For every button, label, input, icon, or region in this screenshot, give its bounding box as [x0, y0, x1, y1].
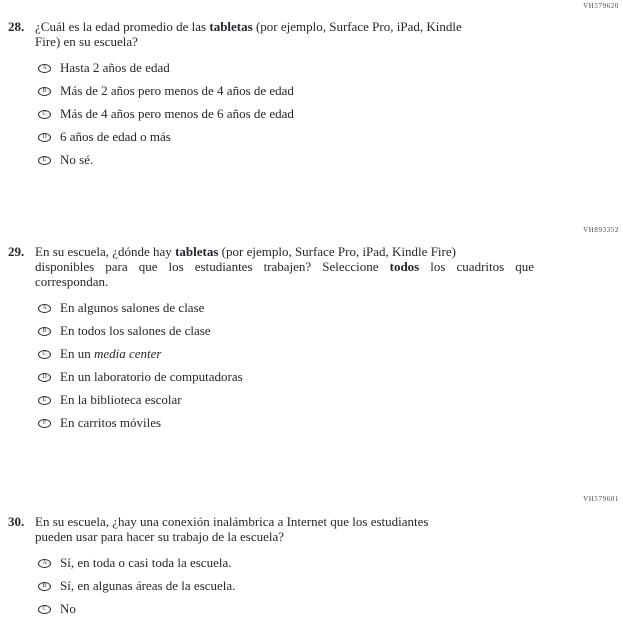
question-number: 29. — [8, 244, 25, 259]
text-segment: Sí, en toda o casi toda la escuela. — [60, 555, 232, 570]
answer-bubble-a[interactable]: A — [38, 304, 51, 313]
answer-option-label — [60, 60, 170, 76]
text-segment: Fire) en su escuela? — [35, 34, 138, 49]
text-segment: En su escuela, ¿hay una conexión inalámbrica a Internet que los estudiantes — [35, 514, 429, 529]
answer-option-a[interactable] — [38, 555, 235, 578]
text-segment: Más de 4 años pero menos de 6 años de edad — [60, 106, 294, 121]
answer-bubble-b[interactable]: B — [38, 582, 51, 591]
question-text-line — [35, 259, 534, 274]
answer-option-label — [60, 415, 161, 431]
question-text-line — [35, 274, 534, 289]
text-segment: todos — [389, 259, 420, 274]
answer-option-label — [60, 369, 243, 385]
question-29 — [8, 244, 534, 289]
answer-option-b[interactable] — [38, 578, 235, 601]
answer-option-e[interactable] — [38, 152, 294, 175]
answer-option-label — [60, 106, 294, 122]
question-text-line — [35, 529, 428, 544]
answer-bubble-e[interactable]: E — [38, 396, 51, 405]
item-code-28: VH579620 — [583, 2, 619, 10]
answer-option-c[interactable] — [38, 346, 243, 369]
answer-bubble-c[interactable]: C — [38, 350, 51, 359]
answer-option-f[interactable] — [38, 415, 243, 438]
answer-option-label — [60, 129, 171, 145]
text-segment: En un laboratorio de computadoras — [60, 369, 243, 384]
answer-bubble-f[interactable]: F — [38, 419, 51, 428]
answer-option-d[interactable] — [38, 129, 294, 152]
answer-option-c[interactable] — [38, 106, 294, 129]
answer-option-e[interactable] — [38, 392, 243, 415]
answer-option-a[interactable] — [38, 300, 243, 323]
text-segment: los cuadritos que — [419, 259, 535, 274]
text-segment: Más de 2 años pero menos de 4 años de edad — [60, 83, 294, 98]
text-segment: pueden usar para hacer su trabajo de la escuela? — [35, 529, 285, 544]
text-segment: En la biblioteca escolar — [60, 392, 182, 407]
answer-option-c[interactable] — [38, 601, 235, 624]
question-text — [35, 19, 462, 49]
answer-bubble-c[interactable]: C — [38, 110, 51, 119]
text-segment: En su escuela, ¿dónde hay — [35, 244, 176, 259]
answer-bubble-b[interactable]: B — [38, 327, 51, 336]
answer-option-label — [60, 83, 294, 99]
answer-option-label — [60, 152, 93, 168]
text-segment: (por ejemplo, Surface Pro, iPad, Kindle — [252, 19, 462, 34]
answer-options-30 — [38, 555, 235, 624]
answer-option-label — [60, 601, 76, 617]
text-segment: tabletas — [209, 19, 253, 34]
answer-bubble-a[interactable]: A — [38, 559, 51, 568]
answer-option-b[interactable] — [38, 83, 294, 106]
answer-option-label — [60, 323, 211, 339]
answer-bubble-d[interactable]: D — [38, 133, 51, 142]
text-segment: En todos los salones de clase — [60, 323, 211, 338]
text-segment: media center — [93, 346, 162, 361]
item-code-30: VH579601 — [583, 495, 619, 503]
answer-bubble-b[interactable]: B — [38, 87, 51, 96]
text-segment: disponibles para que los estudiantes trabajen? Seleccione — [35, 259, 390, 274]
text-segment: Sí, en algunas áreas de la escuela. — [60, 578, 236, 593]
answer-bubble-c[interactable]: C — [38, 605, 51, 614]
text-segment: (por ejemplo, Surface Pro, iPad, Kindle Fire) — [218, 244, 456, 259]
question-text-line — [35, 514, 428, 529]
question-text-line — [35, 244, 534, 259]
answer-option-label — [60, 555, 231, 571]
answer-option-a[interactable] — [38, 60, 294, 83]
answer-options-28 — [38, 60, 294, 175]
answer-bubble-a[interactable]: A — [38, 64, 51, 73]
question-number: 28. — [8, 19, 25, 34]
text-segment: Hasta 2 años de edad — [60, 60, 170, 75]
answer-option-label — [60, 392, 182, 408]
question-30 — [8, 514, 428, 544]
answer-option-label — [60, 300, 204, 316]
text-segment: No sé. — [60, 152, 94, 167]
text-segment: En carritos móviles — [60, 415, 162, 430]
text-segment: En algunos salones de clase — [60, 300, 205, 315]
text-segment: correspondan. — [35, 274, 109, 289]
question-text — [35, 244, 534, 289]
answer-option-b[interactable] — [38, 323, 243, 346]
text-segment: tabletas — [175, 244, 219, 259]
answer-options-29 — [38, 300, 243, 438]
question-text-line — [35, 19, 462, 34]
answer-option-label — [60, 578, 235, 594]
answer-option-d[interactable] — [38, 369, 243, 392]
text-segment: ¿Cuál es la edad promedio de las — [35, 19, 210, 34]
text-segment: No — [60, 601, 76, 616]
question-28 — [8, 19, 462, 49]
text-segment: 6 años de edad o más — [60, 129, 171, 144]
text-segment: En un — [60, 346, 94, 361]
answer-bubble-d[interactable]: D — [38, 373, 51, 382]
answer-option-label — [60, 346, 161, 362]
question-number: 30. — [8, 514, 25, 529]
question-text — [35, 514, 428, 544]
question-text-line — [35, 34, 462, 49]
item-code-29: VH893352 — [583, 226, 619, 234]
answer-bubble-e[interactable]: E — [38, 156, 51, 165]
